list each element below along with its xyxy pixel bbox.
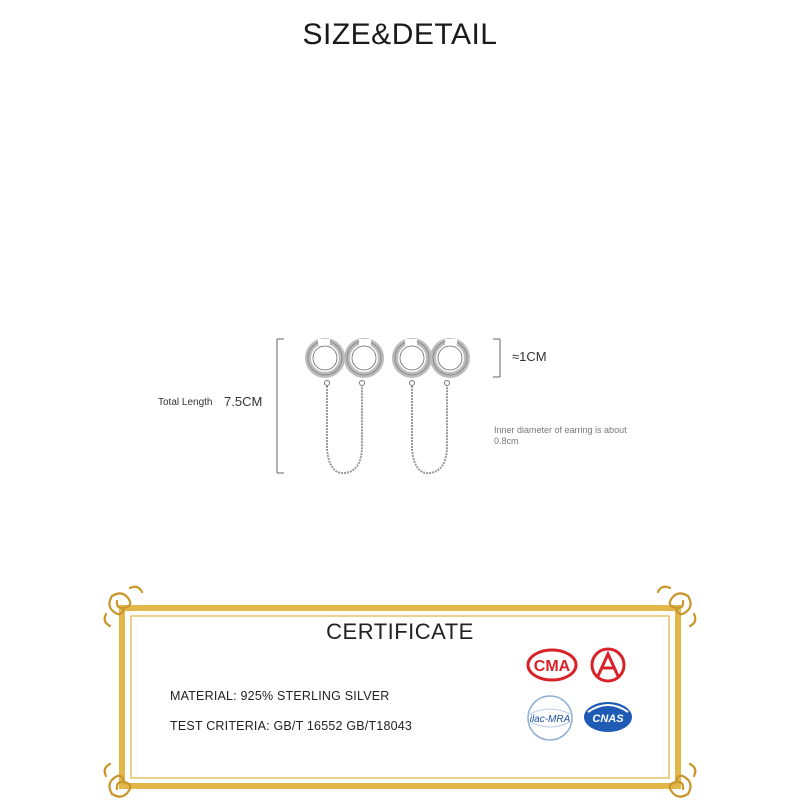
total-length-bracket xyxy=(277,339,284,473)
hoop-icon xyxy=(395,339,429,375)
cal-logo-text: CAL xyxy=(607,693,609,694)
hoop-icon xyxy=(308,339,342,375)
cal-logo xyxy=(592,649,624,694)
cnas-logo-text: CNAS xyxy=(592,713,624,725)
hoop-width-bracket xyxy=(493,339,500,377)
earring-right xyxy=(395,339,467,473)
chain-icon xyxy=(412,386,447,473)
ilac-logo-text: ilac-MRA xyxy=(529,714,571,725)
ilac-mra-logo xyxy=(528,696,572,740)
material-line: MATERIAL: 925% STERLING SILVER xyxy=(170,689,390,703)
cnas-logo xyxy=(584,702,632,732)
hoop-icon xyxy=(433,339,467,375)
cma-logo-text: CMA xyxy=(533,658,571,675)
total-length-label: Total Length xyxy=(158,397,213,408)
certificate-frame xyxy=(0,580,800,800)
test-criteria-line: TEST CRITERIA: GB/T 16552 GB/T18043 xyxy=(170,719,413,733)
total-length-value: 7.5CM xyxy=(224,394,263,409)
inner-diameter-note: Inner diameter of earring is about 0.8cm xyxy=(494,425,627,446)
chain-icon xyxy=(327,386,362,473)
page-title: SIZE&DETAIL xyxy=(302,18,498,51)
cma-logo xyxy=(528,650,576,680)
earring-left xyxy=(308,339,381,473)
certificate-title: CERTIFICATE xyxy=(326,619,474,644)
hoop-width-value: ≈1CM xyxy=(512,349,547,364)
hoop-icon xyxy=(347,339,381,375)
